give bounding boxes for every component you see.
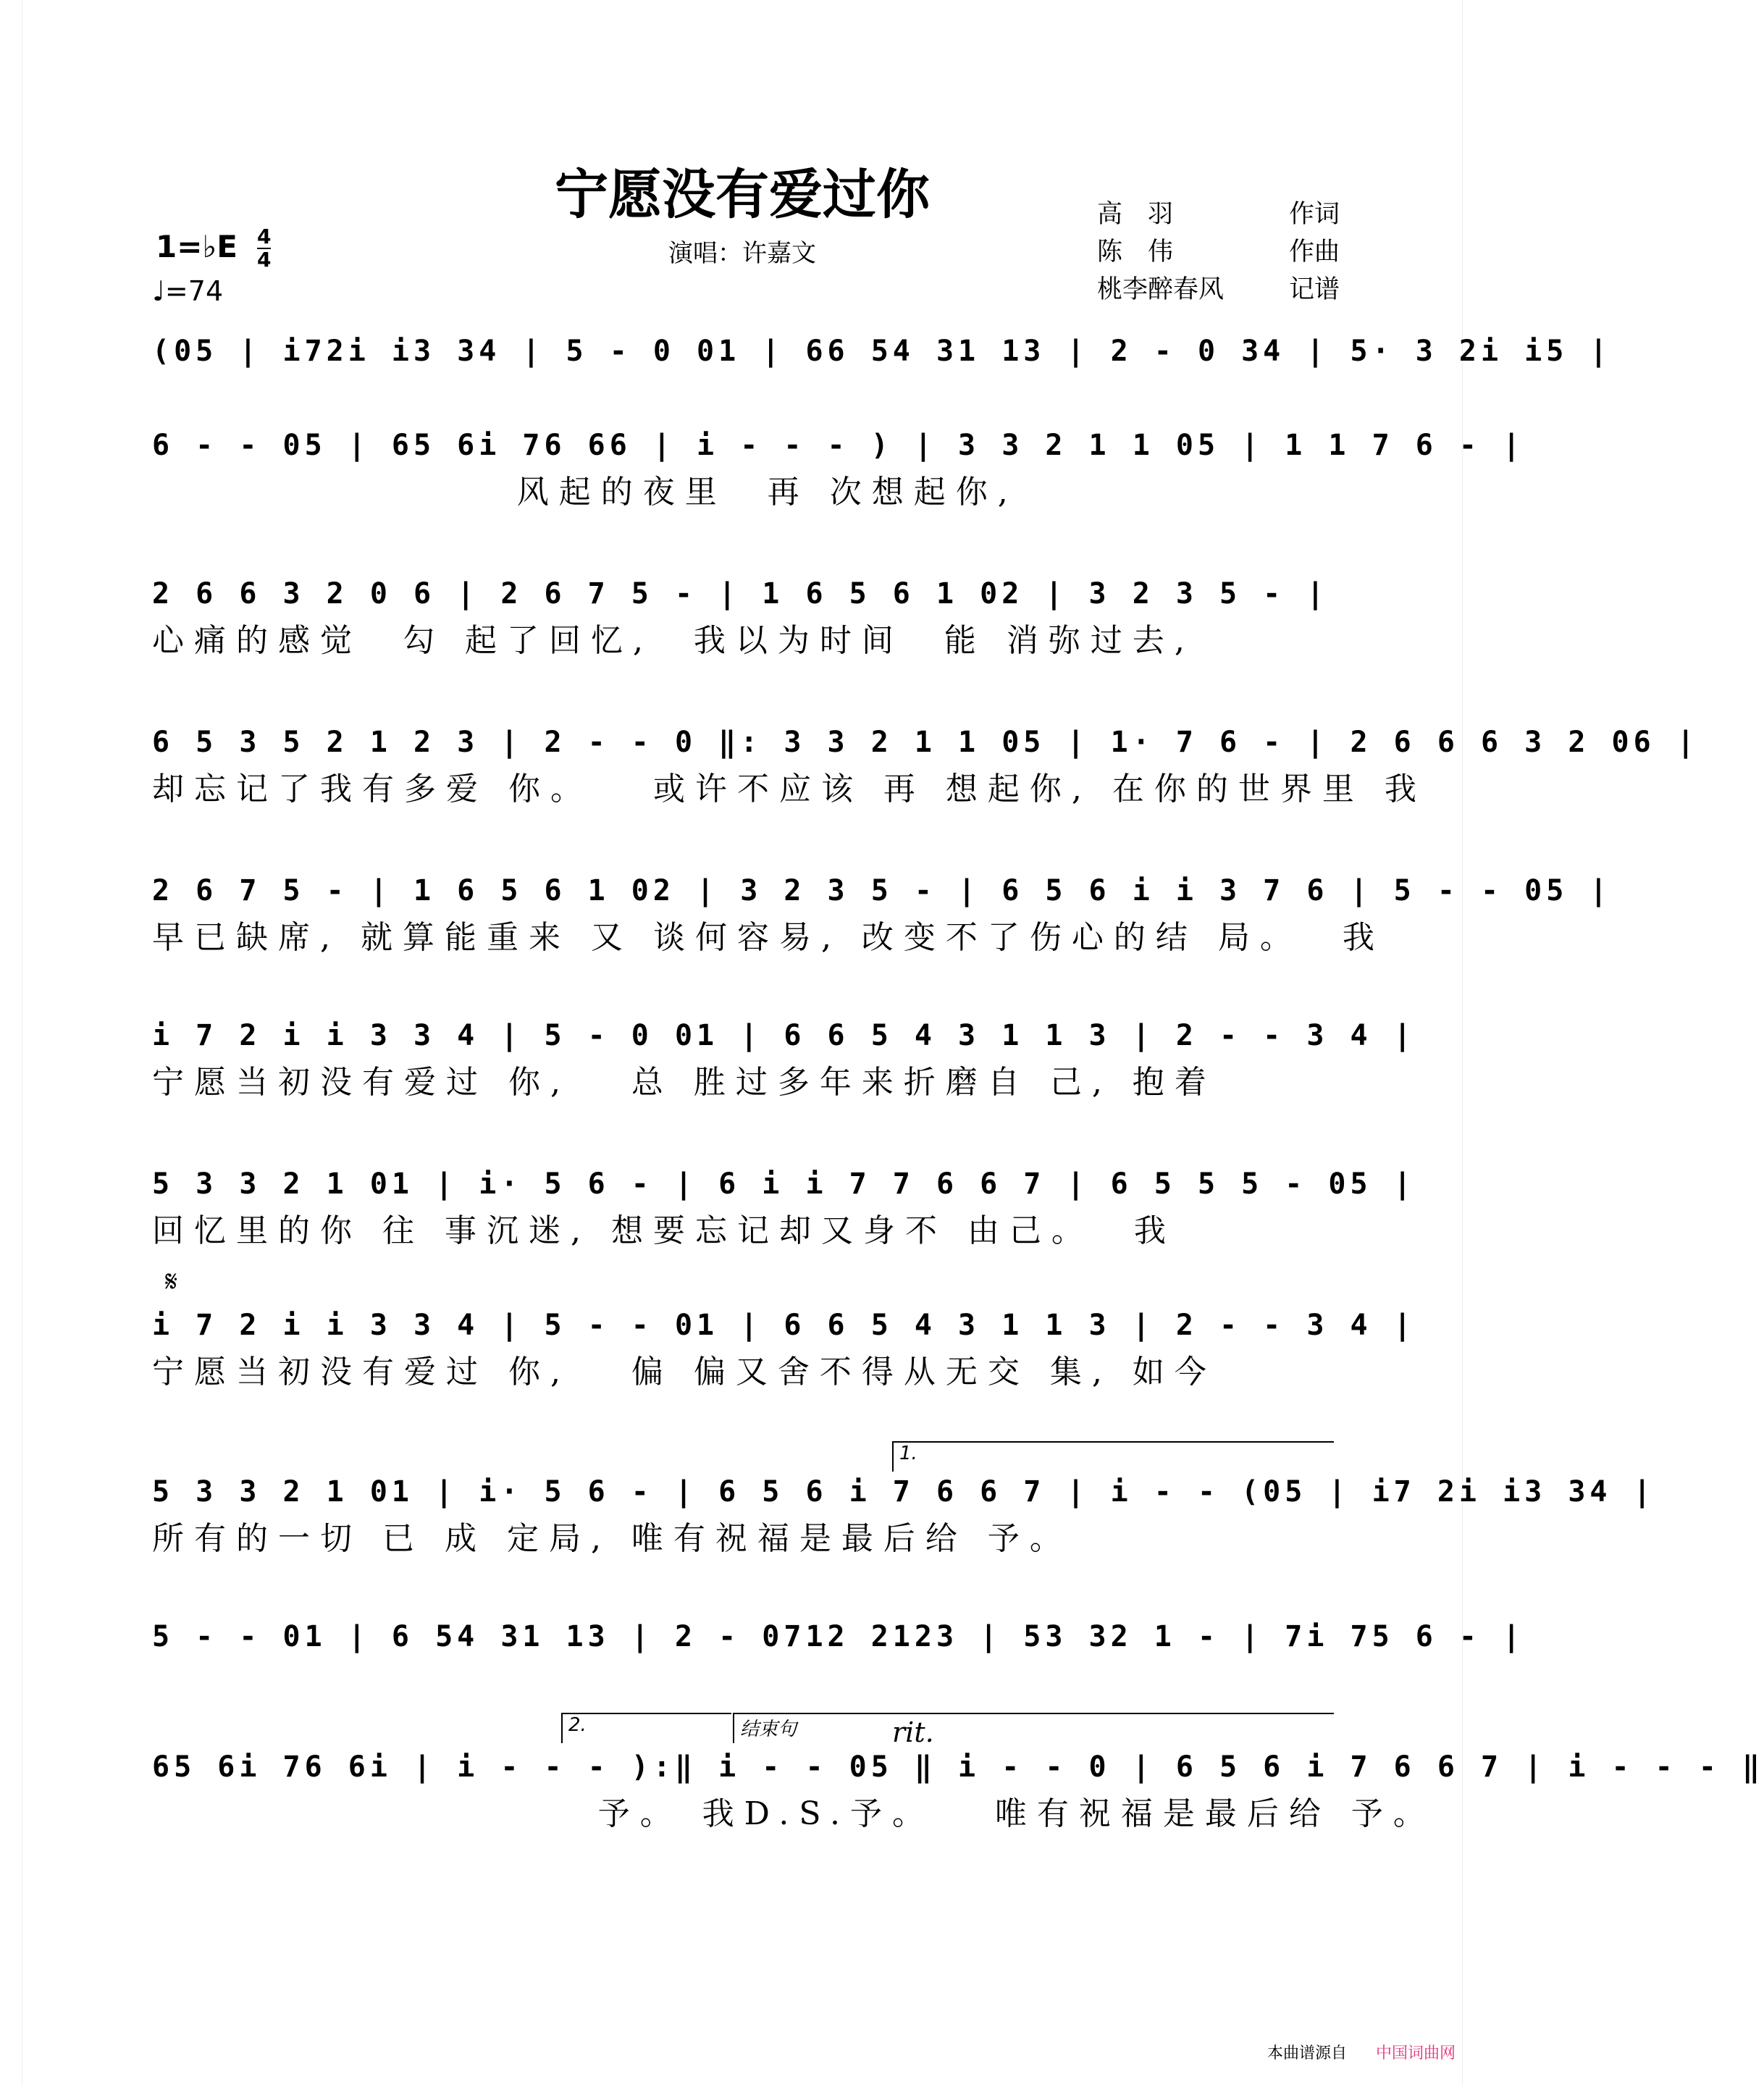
- notation-line: 5 - - 01 | 6 54 31 13 | 2 - 0712 2123 | 53 32 1 - | 7i 75 6 - |: [152, 1620, 1525, 1653]
- time-signature: [257, 226, 271, 271]
- credit-lyricist: [1097, 196, 1340, 233]
- lyric-line: 风起的夜里 再 次想起你,: [152, 474, 1018, 511]
- volta-second-ending: [561, 1713, 731, 1743]
- notation-line: 5 3 3 2 1 01 | i· 5 6 - | 6 i i 7 7 6 6 7 | 6 5 5 5 - 05 |: [152, 1167, 1416, 1201]
- notation-line: i 7 2 i i 3 3 4 | 5 - - 01 | 6 6 5 4 3 1 1 3 | 2 - - 3 4 |: [152, 1309, 1416, 1342]
- footer: [1267, 2041, 1456, 2063]
- staff-system-7: [152, 1162, 1416, 1257]
- ending-label: 结束句: [740, 1719, 797, 1740]
- notation-line: 6 - - 05 | 65 6i 76 66 | i - - - ) | 3 3 2 1 1 05 | 1 1 7 6 - |: [152, 429, 1525, 462]
- lyric-line: 宁愿当初没有爱过 你, 总 胜过多年来折磨自 己, 抱着: [152, 1064, 1217, 1101]
- notation-line: (05 | i72i i3 34 | 5 - 0 01 | 66 54 31 13 | 2 - 0 34 | 5· 3 2i i5 |: [152, 335, 1612, 368]
- notation-line: i 7 2 i i 3 3 4 | 5 - 0 01 | 6 6 5 4 3 1 1 3 | 2 - - 3 4 |: [152, 1019, 1416, 1052]
- staff-system-5: [152, 869, 1612, 963]
- time-bottom: 4: [257, 248, 272, 272]
- time-top: 4: [257, 225, 272, 248]
- lyric-line: [152, 1658, 1332, 1709]
- staff-system-8: [152, 1304, 1416, 1398]
- credit-transcriber: [1097, 271, 1340, 309]
- notation-line: 2 6 7 5 - | 1 6 5 6 1 02 | 3 2 3 5 - | 6 5 6 i i 3 7 6 | 5 - - 05 |: [152, 874, 1612, 907]
- staff-system-1: [152, 330, 1612, 424]
- credit-name: 陈 伟: [1097, 238, 1174, 267]
- key-signature: 1=♭E: [156, 229, 238, 264]
- tempo-mark: ♩=74: [152, 275, 224, 307]
- volta-label: 2.: [568, 1714, 587, 1736]
- staff-system-10: [152, 1615, 1525, 1709]
- volta-first-ending: [892, 1441, 1334, 1472]
- singer-line: 演唱：许嘉文: [668, 239, 816, 268]
- footer-source: 本曲谱源自: [1267, 2044, 1347, 2063]
- lyric-line: 回忆里的你 往 事沉迷, 想要忘记却又身不 由己。 我: [152, 1212, 1176, 1249]
- ending-bracket: [733, 1713, 1334, 1743]
- staff-system-11: [152, 1745, 1764, 1839]
- lyric-line: [152, 373, 1332, 424]
- staff-system-6: [152, 1014, 1416, 1108]
- lyric-line: 早已缺席, 就算能重来 又 谈何容易, 改变不了伤心的结 局。 我: [152, 919, 1385, 956]
- staff-system-2: [152, 424, 1525, 518]
- credits: [1097, 196, 1340, 309]
- ritardando-mark: rit.: [892, 1716, 934, 1748]
- credit-role: 作词: [1288, 200, 1340, 229]
- credit-composer: [1097, 233, 1340, 271]
- lyric-line: 宁愿当初没有爱过 你, 偏 偏又舍不得从无交 集, 如今: [152, 1354, 1217, 1390]
- segno-sign: 𝄋: [165, 1265, 178, 1299]
- song-title: 宁愿没有爱过你: [555, 164, 930, 226]
- staff-system-3: [152, 572, 1332, 666]
- credit-role: 作曲: [1288, 238, 1340, 267]
- lyric-line: 予。 我D.S.予。 唯有祝福是最后给 予。: [152, 1795, 1435, 1832]
- notation-line: 2 6 6 3 2 0 6 | 2 6 7 5 - | 1 6 5 6 1 02 | 3 2 3 5 - |: [152, 577, 1329, 611]
- notation-line: 65 6i 76 6i | i - - - ):‖ i - - 05 ‖ i - - 0 | 6 5 6 i 7 6 6 7 | i - - - ‖: [152, 1750, 1764, 1784]
- credit-role: 记谱: [1288, 275, 1340, 304]
- staff-system-9: [152, 1470, 1655, 1564]
- edge-watermark-left: [0, 0, 22, 2085]
- lyric-line: 却忘记了我有多爱 你。 或许不应该 再 想起你, 在你的世界里 我: [152, 771, 1427, 807]
- notation-line: 5 3 3 2 1 01 | i· 5 6 - | 6 5 6 i 7 6 6 7 | i - - (05 | i7 2i i3 34 |: [152, 1475, 1655, 1509]
- footer-site-link[interactable]: 中国词曲网: [1375, 2044, 1456, 2063]
- lyric-line: 心痛的感觉 勾 起了回忆, 我以为时间 能 消弥过去,: [152, 622, 1195, 659]
- lyric-line: 所有的一切 已 成 定局, 唯有祝福是最后给 予。: [152, 1520, 1072, 1557]
- staff-system-4: [152, 721, 1699, 815]
- notation-line: 6 5 3 5 2 1 2 3 | 2 - - 0 ‖: 3 3 2 1 1 05 | 1· 7 6 - | 2 6 6 6 3 2 06 |: [152, 726, 1699, 759]
- credit-name: 高 羽: [1097, 200, 1174, 229]
- credit-name: 桃李醉春风: [1097, 275, 1225, 304]
- volta-label: 1.: [899, 1443, 917, 1464]
